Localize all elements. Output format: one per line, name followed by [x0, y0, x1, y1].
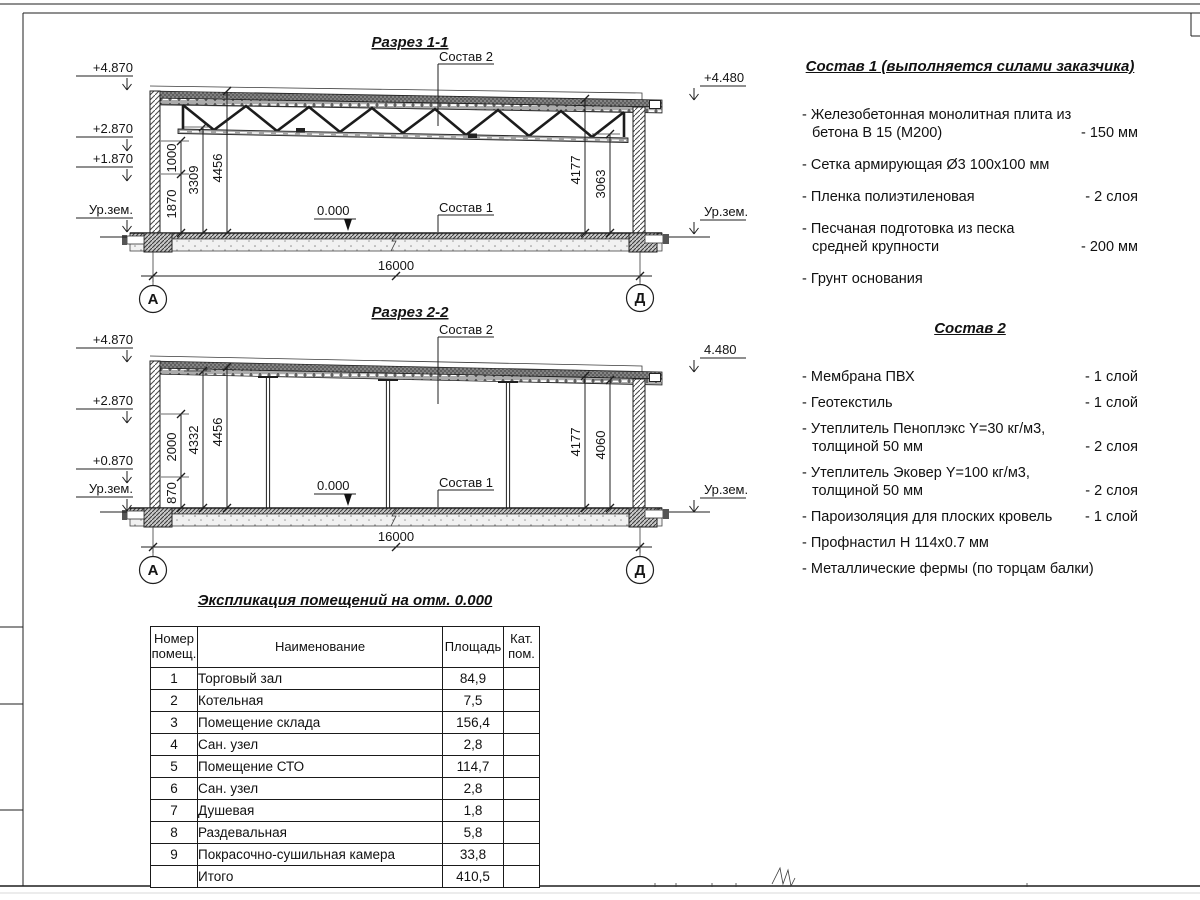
material-name: - Сетка армирующая Ø3 100х100 мм: [802, 157, 1050, 173]
dim-4060: 4060: [593, 430, 608, 460]
dim-3063: 3063: [593, 169, 608, 199]
elevation-mark: +1.870: [92, 151, 133, 166]
table-row: [151, 690, 540, 712]
col-header-area: Площадь: [443, 627, 504, 668]
table-row: [151, 734, 540, 756]
material-value: - 1 слой: [1085, 395, 1138, 411]
roof-edge-cap: [650, 101, 661, 109]
ground-level-label: Ур.зем.: [88, 202, 133, 217]
room-name: Торговый зал: [198, 668, 443, 690]
room-name: Покрасочно-сушильная камера: [198, 844, 443, 866]
material-value: - 1 слой: [1085, 509, 1138, 525]
room-number: 5: [151, 756, 198, 778]
list-item: [802, 368, 1138, 386]
sostav2-title: Состав 2: [934, 320, 1006, 337]
right-wall: [633, 107, 645, 233]
total-label: Итого: [198, 866, 443, 888]
zero-level-label: 0.000: [317, 478, 350, 493]
total-area: 410,5: [443, 866, 504, 888]
section2-title: Разрез 2-2: [371, 304, 449, 321]
room-area: 2,8: [443, 734, 504, 756]
material-value: - 2 слоя: [1085, 189, 1138, 205]
list-item: [802, 534, 1138, 552]
list-item: [802, 188, 1138, 206]
room-number: [151, 866, 198, 888]
dim-870: 870: [164, 482, 179, 504]
dim-4332: 4332: [186, 425, 201, 455]
material-value: - 2 слоя: [1085, 483, 1138, 499]
table-row-total: [151, 866, 540, 888]
list-item: [802, 394, 1138, 412]
section2-elevation-marks-right: [690, 342, 749, 512]
dim-4456: 4456: [210, 153, 225, 183]
col-header-name: Наименование: [198, 627, 443, 668]
sostav1-leader-label: Состав 1: [439, 200, 493, 215]
elevation-mark: +4.870: [92, 60, 133, 75]
room-area: 156,4: [443, 712, 504, 734]
right-wall: [633, 379, 645, 508]
section-1-1: [76, 34, 748, 313]
elevation-mark: +2.870: [92, 121, 133, 136]
list-item: [802, 270, 1138, 288]
section2-axes: [140, 547, 654, 584]
room-area: 84,9: [443, 668, 504, 690]
list-item: [802, 464, 1138, 500]
room-number: 2: [151, 690, 198, 712]
material-name: - Утеплитель Эковер Y=100 кг/м3, толщиной 50 мм: [802, 465, 1030, 499]
room-area: 7,5: [443, 690, 504, 712]
col-header-category: Кат. пом.: [504, 627, 540, 668]
elevation-mark: +4.480: [704, 70, 745, 85]
material-value: - 200 мм: [1080, 239, 1138, 255]
floor-slab: [100, 233, 710, 252]
elevation-mark: +0.870: [92, 453, 133, 468]
dim-4177: 4177: [568, 427, 583, 457]
table-row: [151, 668, 540, 690]
table-header-row: [151, 627, 540, 668]
section1-elevation-marks-right: [690, 70, 749, 234]
material-name: - Геотекстиль: [802, 395, 893, 411]
room-category: [504, 800, 540, 822]
left-wall: [150, 361, 160, 508]
floor-slab: [100, 508, 710, 527]
room-number: 4: [151, 734, 198, 756]
room-number: 8: [151, 822, 198, 844]
ground-level-label: Ур.зем.: [704, 204, 749, 219]
sostav1-title: Состав 1 (выполняется силами заказчика): [805, 58, 1135, 75]
explication-table: [150, 626, 540, 888]
material-name: - Металлические фермы (по торцам балки): [802, 561, 1094, 577]
room-category: [504, 668, 540, 690]
section1-leaders: [314, 49, 494, 232]
room-name: Помещение склада: [198, 712, 443, 734]
roof-edge-cap: [650, 374, 661, 382]
dim-2000: 2000: [164, 432, 179, 462]
table-row: [151, 778, 540, 800]
zero-level-label: 0.000: [317, 203, 350, 218]
table-row: [151, 844, 540, 866]
room-category: [504, 844, 540, 866]
material-name: - Мембрана ПВХ: [802, 369, 915, 385]
dim-4456: 4456: [210, 417, 225, 447]
dim-1000: 1000: [164, 143, 179, 173]
list-item: [802, 560, 1138, 578]
dim-3309: 3309: [186, 165, 201, 195]
room-area: 33,8: [443, 844, 504, 866]
material-name: - Утеплитель Пеноплэкс Y=30 кг/м3, толщиной 50 мм: [802, 421, 1046, 455]
list-item: [802, 156, 1138, 174]
room-category: [504, 756, 540, 778]
left-wall: [150, 91, 160, 233]
sostav2-leader-label: Состав 2: [439, 322, 493, 337]
section2-leaders: [314, 322, 494, 507]
list-item: [802, 508, 1138, 526]
sostav2-panel: [802, 320, 1138, 586]
table-row: [151, 756, 540, 778]
room-area: 1,8: [443, 800, 504, 822]
dim-4177: 4177: [568, 155, 583, 185]
list-item: [802, 220, 1138, 256]
section-2-2: [76, 304, 748, 584]
room-name: Сан. узел: [198, 778, 443, 800]
material-value: - 2 слоя: [1085, 439, 1138, 455]
room-area: 2,8: [443, 778, 504, 800]
material-name: - Пленка полиэтиленовая: [802, 189, 975, 205]
elevation-mark: +4.870: [92, 332, 133, 347]
room-name: Помещение СТО: [198, 756, 443, 778]
room-number: 1: [151, 668, 198, 690]
section1-title: Разрез 1-1: [371, 34, 449, 51]
room-number: 7: [151, 800, 198, 822]
material-value: - 1 слой: [1085, 369, 1138, 385]
room-category: [504, 822, 540, 844]
room-category: [504, 734, 540, 756]
list-item: [802, 420, 1138, 456]
material-name: - Песчаная подготовка из песка средней крупности: [802, 221, 1015, 255]
axis-a: А: [147, 562, 159, 579]
section1-dimensions: [141, 87, 652, 282]
room-category: [504, 690, 540, 712]
material-name: - Грунт основания: [802, 271, 923, 287]
room-area: 114,7: [443, 756, 504, 778]
material-value: - 150 мм: [1080, 125, 1138, 141]
dim-16000: 16000: [377, 258, 415, 273]
room-number: 3: [151, 712, 198, 734]
table-row: [151, 822, 540, 844]
axis-d: Д: [634, 562, 646, 579]
axis-d: Д: [634, 290, 646, 307]
sostav1-leader-label: Состав 1: [439, 475, 493, 490]
elevation-mark: 4.480: [704, 342, 737, 357]
ground-level-label: Ур.зем.: [704, 482, 749, 497]
table-row: [151, 800, 540, 822]
dim-1870: 1870: [164, 189, 179, 219]
material-name: - Железобетонная монолитная плита из бетона В 15 (М200): [802, 107, 1072, 141]
room-category: [504, 712, 540, 734]
table-row: [151, 712, 540, 734]
material-name: - Пароизоляция для плоских кровель: [802, 509, 1053, 525]
room-name: Сан. узел: [198, 734, 443, 756]
list-item: [802, 106, 1138, 142]
roof-truss: [160, 105, 633, 143]
explication-title: Экспликация помещений на отм. 0.000: [197, 592, 493, 609]
elevation-mark: +2.870: [92, 393, 133, 408]
ground-level-label: Ур.зем.: [88, 481, 133, 496]
axis-a: А: [147, 291, 159, 308]
dim-16000: 16000: [377, 529, 415, 544]
room-category: [504, 866, 540, 888]
sostav1-panel: [802, 58, 1138, 302]
sostav2-leader-label: Состав 2: [439, 49, 493, 64]
handwritten-mark: [655, 868, 1027, 887]
room-area: 5,8: [443, 822, 504, 844]
room-name: Раздевальная: [198, 822, 443, 844]
room-name: Душевая: [198, 800, 443, 822]
room-category: [504, 778, 540, 800]
room-number: 9: [151, 844, 198, 866]
material-name: - Профнастил Н 114х0.7 мм: [802, 535, 989, 551]
col-header-number: Номер помещ.: [151, 627, 198, 668]
section2-elevation-marks-left: [76, 332, 133, 511]
room-number: 6: [151, 778, 198, 800]
room-name: Котельная: [198, 690, 443, 712]
section1-elevation-marks-left: [76, 60, 133, 232]
